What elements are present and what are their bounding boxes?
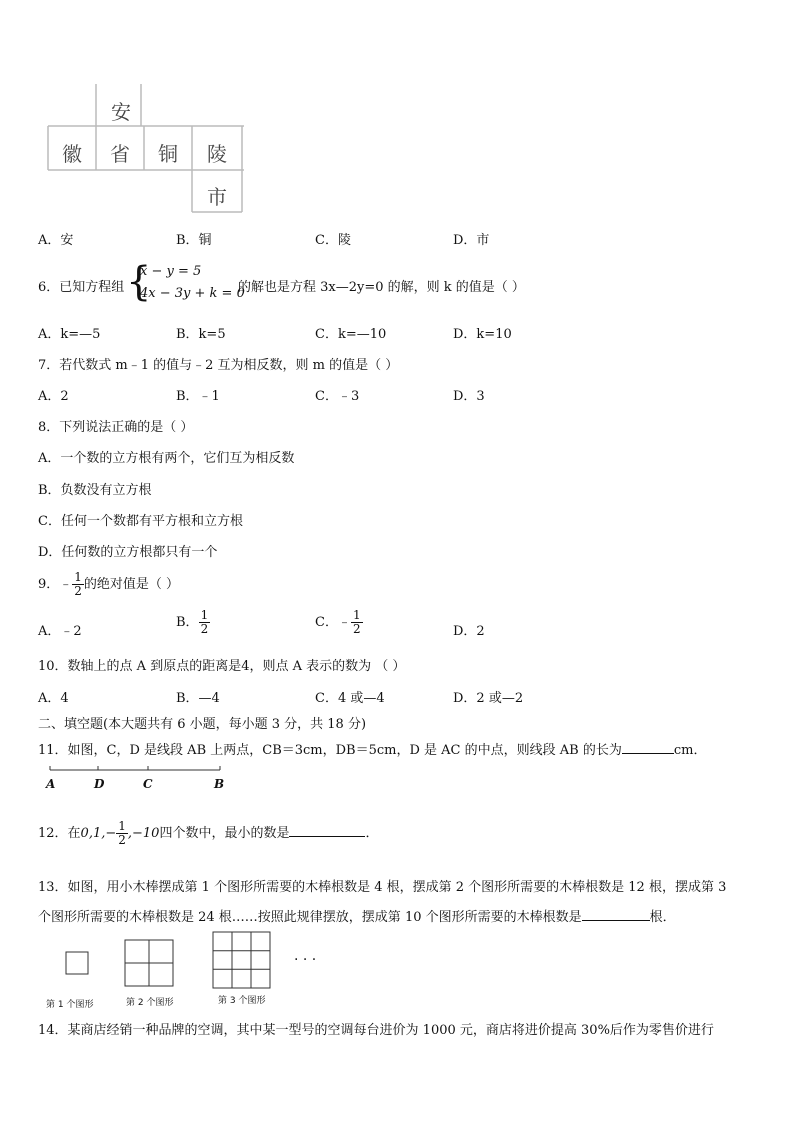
q7-option-b: B．﹣1 (176, 389, 220, 404)
net-cell-shi: 市 (207, 184, 227, 209)
q11-answer-blank (622, 741, 674, 754)
q6-prefix: 6．已知方程组 (38, 280, 125, 295)
section-2-heading: 二、填空题(本大题共有 6 小题，每小题 3 分，共 18 分) (38, 717, 367, 732)
q5-option-a: A．安 (38, 233, 74, 248)
q11-point-c: C (143, 777, 153, 791)
net-cell-an: 安 (111, 99, 131, 124)
net-cell-hui: 徽 (62, 141, 82, 166)
q8-option-b: B．负数没有立方根 (38, 483, 152, 498)
q6-option-a: A．k=—5 (38, 327, 101, 342)
q9-question (38, 571, 179, 598)
q6-suffix: 的解也是方程 3x—2y=0 的解，则 k 的值是（ ） (238, 280, 525, 295)
q13-caption-3: 第 3 个图形 (218, 996, 266, 1006)
q6-option-c: C．k=—10 (315, 327, 387, 342)
q12-answer-blank (289, 824, 365, 837)
q6-brace: { (126, 259, 152, 305)
q7-option-d: D．3 (453, 389, 485, 404)
q6-eq1: x − y = 5 (140, 264, 202, 279)
q9-fraction: $\frac{1}{2}$ (74, 570, 82, 598)
q9-option-c: C．﹣ $\frac{1}{2}$ (315, 608, 361, 636)
net-cell-ling: 陵 (207, 141, 227, 166)
q10-text: 10．数轴上的点 A 到原点的距离是4，则点 A 表示的数为 （ ） (38, 659, 406, 674)
q10-option-c: C．4 或—4 (315, 691, 385, 706)
q10-option-a: A．4 (38, 691, 69, 706)
q10-option-d: D．2 或—2 (453, 691, 524, 706)
q5-option-c: C．陵 (315, 233, 351, 248)
q6-option-d: D．k=10 (453, 327, 512, 342)
q11-point-b: B (214, 777, 225, 791)
q9-option-a: A．﹣2 (38, 624, 82, 639)
q6-option-b: B．k=5 (176, 327, 226, 342)
q13-continuation-dots: · · · (294, 952, 317, 968)
q8-text: 8．下列说法正确的是（ ） (38, 420, 194, 435)
q12-question: 12．在0,1,− $\frac{1}{2}$ ,−10四个数中，最小的数是 ． (38, 819, 379, 847)
q13-caption-1: 第 1 个图形 (46, 1000, 94, 1010)
q12-fraction: $\frac{1}{2}$ (118, 819, 126, 847)
q11-point-a: A (46, 777, 56, 791)
net-cell-tong: 铜 (158, 141, 178, 166)
q6-eq2: 4x − 3y + k = 0 (140, 286, 245, 301)
q13-answer-blank (582, 908, 650, 921)
q7-option-a: A．2 (38, 389, 69, 404)
q5-option-b: B．铜 (176, 233, 212, 248)
q10-option-b: B．—4 (176, 691, 220, 706)
q9-option-d: D．2 (453, 624, 485, 639)
q5-option-d: D．市 (453, 233, 490, 248)
net-cell-sheng: 省 (110, 141, 130, 166)
q13-line-2: 个图形所需要的木棒根数是 24 根……按照此规律摆放，摆成第 10 个图形所需要的木棒根数是 根． (38, 910, 676, 925)
q9-prefix: 9．﹣ (38, 577, 73, 592)
q8-option-d: D．任何数的立方根都只有一个 (38, 545, 218, 560)
q13-caption-2: 第 2 个图形 (126, 998, 174, 1008)
q14-text: 14．某商店经销一种品牌的空调，其中某一型号的空调每台进价为 1000 元，商店将进价提高 30%后作为零售价进行 (38, 1023, 714, 1038)
q7-text: 7．若代数式 m﹣1 的值与﹣2 互为相反数，则 m 的值是（ ） (38, 358, 399, 373)
q8-option-c: C．任何一个数都有平方根和立方根 (38, 514, 243, 529)
q9-option-b: B． $\frac{1}{2}$ (176, 608, 209, 636)
q9-suffix: 的绝对值是（ ） (83, 577, 180, 592)
q11-point-d: D (94, 777, 105, 791)
q11-text: 11．如图，C，D 是线段 AB 上两点，CB＝3cm，DB＝5cm，D 是 AC 的中点，则线段 AB 的长为 cm． (38, 743, 707, 758)
q7-option-c: C．﹣3 (315, 389, 360, 404)
q13-line-1: 13．如图，用小木棒摆成第 1 个图形所需要的木棒根数是 4 根，摆成第 2 个图形所需要的木棒根数是 12 根，摆成第 3 (38, 880, 727, 895)
q8-option-a: A．一个数的立方根有两个，它们互为相反数 (38, 451, 295, 466)
